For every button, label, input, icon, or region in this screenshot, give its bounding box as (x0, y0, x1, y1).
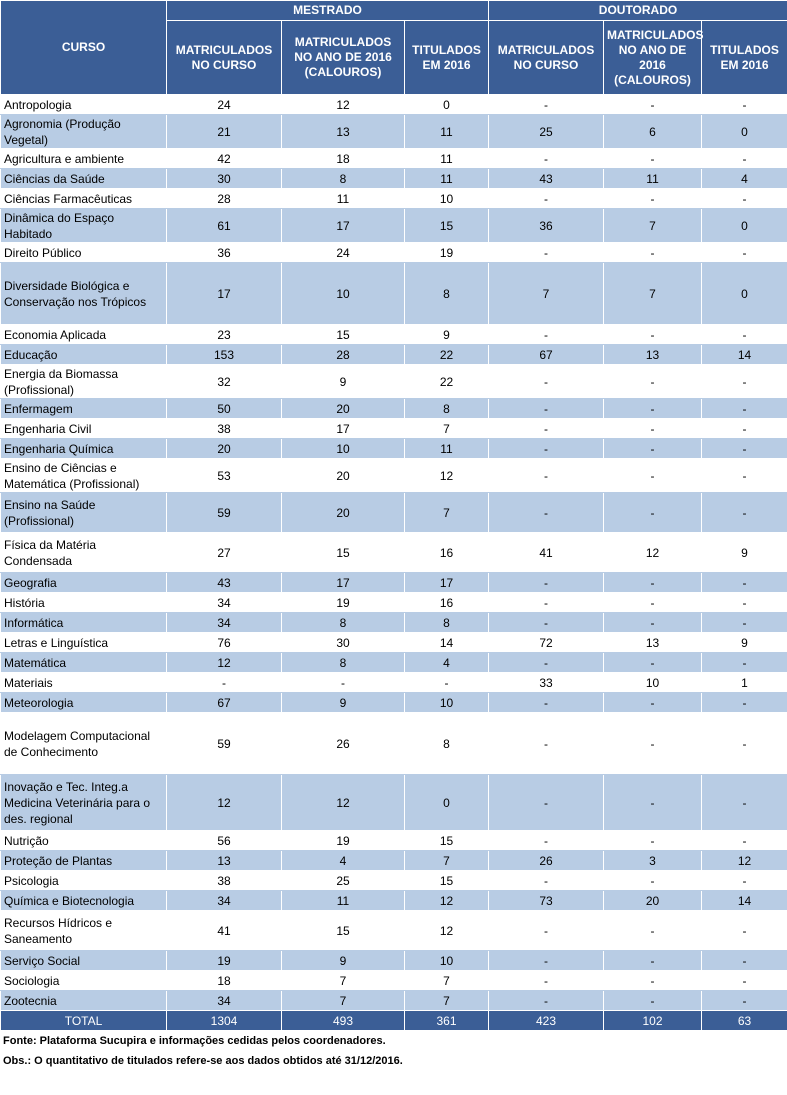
cell-value: 34 (167, 613, 282, 633)
table-row (1, 459, 787, 493)
cell-value: 17 (282, 573, 405, 593)
cell-value: 30 (282, 633, 405, 653)
cell-value: 20 (282, 493, 405, 533)
course-name: Ciências da Saúde (1, 169, 167, 189)
cell-value: 153 (167, 345, 282, 365)
cell-value: 9 (282, 951, 405, 971)
cell-value: - (702, 871, 787, 891)
table-row (1, 911, 787, 951)
cell-value: 13 (604, 345, 702, 365)
table-row (1, 831, 787, 851)
cell-value: 11 (282, 891, 405, 911)
cell-value: 10 (604, 673, 702, 693)
table-row (1, 633, 787, 653)
cell-value: 7 (405, 493, 489, 533)
cell-value: 34 (167, 991, 282, 1011)
total-label: TOTAL (1, 1011, 167, 1031)
cell-value: 15 (282, 533, 405, 573)
cell-value: 9 (702, 533, 787, 573)
header-curso: CURSO (1, 1, 167, 95)
cell-value: 9 (282, 693, 405, 713)
cell-value: - (702, 419, 787, 439)
cell-value: 28 (167, 189, 282, 209)
header-d-matriculados: MATRICULADOS NO CURSO (489, 21, 604, 95)
cell-value: - (604, 459, 702, 493)
cell-value: - (604, 653, 702, 673)
cell-value: - (702, 189, 787, 209)
cell-value: 12 (167, 653, 282, 673)
footer-note: Obs.: O quantitativo de titulados refere-se aos dados obtidos até 31/12/2016. (3, 1055, 403, 1067)
cell-value: 25 (282, 871, 405, 891)
cell-value: 16 (405, 533, 489, 573)
table-row (1, 169, 787, 189)
cell-value: 38 (167, 871, 282, 891)
header-d-calouros: MATRICULADOS NO ANO DE 2016 (CALOUROS) (604, 21, 702, 95)
course-name: Materiais (1, 673, 167, 693)
cell-value: 17 (282, 419, 405, 439)
cell-value: - (702, 459, 787, 493)
course-name: Agronomia (Produção Vegetal) (1, 115, 167, 149)
cell-value: 7 (405, 851, 489, 871)
header-m-matriculados: MATRICULADOS NO CURSO (167, 21, 282, 95)
cell-value: 21 (167, 115, 282, 149)
course-name: Modelagem Computacional de Conhecimento (1, 713, 167, 775)
cell-value: - (167, 673, 282, 693)
cell-value: 12 (405, 911, 489, 951)
cell-value: 11 (282, 189, 405, 209)
cell-value: - (489, 653, 604, 673)
course-name: Física da Matéria Condensada (1, 533, 167, 573)
cell-value: 34 (167, 593, 282, 613)
cell-value: - (702, 325, 787, 345)
cell-value: 7 (282, 991, 405, 1011)
cell-value: - (604, 613, 702, 633)
cell-value: - (702, 613, 787, 633)
cell-value: 15 (405, 871, 489, 891)
cell-value: 56 (167, 831, 282, 851)
cell-value: - (489, 831, 604, 851)
cell-value: 28 (282, 345, 405, 365)
course-name: Química e Biotecnologia (1, 891, 167, 911)
total-value: 361 (405, 1011, 489, 1031)
cell-value: 8 (405, 613, 489, 633)
cell-value: 11 (405, 149, 489, 169)
cell-value: - (702, 713, 787, 775)
course-name: Nutrição (1, 831, 167, 851)
cell-value: - (604, 493, 702, 533)
cell-value: 19 (405, 243, 489, 263)
course-name: Diversidade Biológica e Conservação nos Trópicos (1, 263, 167, 325)
table-row (1, 345, 787, 365)
cell-value: 4 (702, 169, 787, 189)
cell-value: - (489, 713, 604, 775)
course-name: Psicologia (1, 871, 167, 891)
cell-value: 8 (405, 399, 489, 419)
total-value: 1304 (167, 1011, 282, 1031)
course-name: Geografia (1, 573, 167, 593)
cell-value: - (489, 573, 604, 593)
cell-value: 73 (489, 891, 604, 911)
course-name: Ensino de Ciências e Matemática (Profissional) (1, 459, 167, 493)
cell-value: 59 (167, 493, 282, 533)
table-row (1, 365, 787, 399)
cell-value: 20 (282, 399, 405, 419)
cell-value: 8 (282, 613, 405, 633)
table-row (1, 189, 787, 209)
table-row (1, 991, 787, 1011)
cell-value: 8 (405, 713, 489, 775)
header-doutorado: DOUTORADO (489, 1, 787, 21)
cell-value: 36 (167, 243, 282, 263)
cell-value: 8 (405, 263, 489, 325)
cell-value: 0 (702, 263, 787, 325)
course-name: História (1, 593, 167, 613)
cell-value: 27 (167, 533, 282, 573)
cell-value: 38 (167, 419, 282, 439)
cell-value: - (489, 95, 604, 115)
cell-value: 76 (167, 633, 282, 653)
cell-value: - (489, 459, 604, 493)
cell-value: - (489, 951, 604, 971)
cell-value: - (702, 593, 787, 613)
cell-value: 22 (405, 345, 489, 365)
cell-value: 12 (282, 775, 405, 831)
cell-value: 10 (405, 693, 489, 713)
cell-value: 17 (282, 209, 405, 243)
course-name: Economia Aplicada (1, 325, 167, 345)
cell-value: - (604, 399, 702, 419)
table-row (1, 713, 787, 775)
cell-value: 22 (405, 365, 489, 399)
course-name: Inovação e Tec. Integ.a Medicina Veterinária para o des. regional (1, 775, 167, 831)
cell-value: 11 (405, 169, 489, 189)
course-name: Educação (1, 345, 167, 365)
cell-value: 17 (405, 573, 489, 593)
cell-value: 9 (282, 365, 405, 399)
cell-value: - (702, 573, 787, 593)
cell-value: - (604, 593, 702, 613)
course-name: Enfermagem (1, 399, 167, 419)
cell-value: - (405, 673, 489, 693)
cell-value: 12 (167, 775, 282, 831)
total-value: 63 (702, 1011, 787, 1031)
cell-value: 41 (489, 533, 604, 573)
cell-value: 10 (282, 263, 405, 325)
cell-value: 15 (282, 911, 405, 951)
cell-value: - (702, 693, 787, 713)
cell-value: 13 (167, 851, 282, 871)
table-row (1, 573, 787, 593)
table-row (1, 439, 787, 459)
cell-value: - (702, 243, 787, 263)
cell-value: 19 (282, 593, 405, 613)
footer-source: Fonte: Plataforma Sucupira e informações cedidas pelos coordenadores. (3, 1035, 386, 1047)
cell-value: 1 (702, 673, 787, 693)
header-m-calouros: MATRICULADOS NO ANO DE 2016 (CALOUROS) (282, 21, 405, 95)
cell-value: - (489, 871, 604, 891)
cell-value: - (604, 713, 702, 775)
total-value: 423 (489, 1011, 604, 1031)
cell-value: - (604, 871, 702, 891)
table-row (1, 95, 787, 115)
course-name: Dinâmica do Espaço Habitado (1, 209, 167, 243)
cell-value: 7 (604, 209, 702, 243)
table-row (1, 613, 787, 633)
cell-value: - (702, 951, 787, 971)
cell-value: 20 (167, 439, 282, 459)
table-row (1, 243, 787, 263)
cell-value: - (702, 991, 787, 1011)
total-value: 493 (282, 1011, 405, 1031)
cell-value: 9 (702, 633, 787, 653)
cell-value: - (604, 911, 702, 951)
cell-value: 16 (405, 593, 489, 613)
table-row (1, 533, 787, 573)
cell-value: 12 (604, 533, 702, 573)
cell-value: 3 (604, 851, 702, 871)
cell-value: - (489, 399, 604, 419)
cell-value: 0 (702, 115, 787, 149)
course-name: Recursos Hídricos e Saneamento (1, 911, 167, 951)
cell-value: 10 (405, 951, 489, 971)
cell-value: 17 (167, 263, 282, 325)
cell-value: 26 (489, 851, 604, 871)
cell-value: 72 (489, 633, 604, 653)
cell-value: 42 (167, 149, 282, 169)
table-row (1, 115, 787, 149)
cell-value: 25 (489, 115, 604, 149)
cell-value: - (604, 95, 702, 115)
cell-value: - (604, 991, 702, 1011)
cell-value: 67 (167, 693, 282, 713)
cell-value: 11 (405, 115, 489, 149)
cell-value: 8 (282, 653, 405, 673)
cell-value: - (489, 189, 604, 209)
cell-value: 43 (489, 169, 604, 189)
cell-value: 26 (282, 713, 405, 775)
cell-value: - (489, 439, 604, 459)
cell-value: 15 (405, 831, 489, 851)
cell-value: 14 (405, 633, 489, 653)
cell-value: - (702, 831, 787, 851)
table-row (1, 653, 787, 673)
course-name: Direito Público (1, 243, 167, 263)
cell-value: - (489, 325, 604, 345)
header-mestrado: MESTRADO (167, 1, 489, 21)
cell-value: 14 (702, 891, 787, 911)
cell-value: 7 (405, 971, 489, 991)
cell-value: 12 (702, 851, 787, 871)
cell-value: 36 (489, 209, 604, 243)
course-name: Letras e Linguística (1, 633, 167, 653)
cell-value: - (702, 493, 787, 533)
cell-value: 0 (702, 209, 787, 243)
cell-value: 8 (282, 169, 405, 189)
cell-value: 15 (282, 325, 405, 345)
cell-value: - (604, 951, 702, 971)
cell-value: 11 (405, 439, 489, 459)
course-name: Ensino na Saúde (Profissional) (1, 493, 167, 533)
cell-value: 50 (167, 399, 282, 419)
cell-value: - (489, 911, 604, 951)
cell-value: - (604, 439, 702, 459)
cell-value: - (702, 365, 787, 399)
table-row (1, 399, 787, 419)
table-row (1, 593, 787, 613)
cell-value: 10 (282, 439, 405, 459)
course-name: Engenharia Civil (1, 419, 167, 439)
course-name: Agricultura e ambiente (1, 149, 167, 169)
header-m-titulados: TITULADOS EM 2016 (405, 21, 489, 95)
cell-value: - (604, 149, 702, 169)
table-row (1, 775, 787, 831)
cell-value: - (489, 365, 604, 399)
cell-value: 12 (405, 459, 489, 493)
course-name: Serviço Social (1, 951, 167, 971)
cell-value: 4 (282, 851, 405, 871)
cell-value: 61 (167, 209, 282, 243)
total-value: 102 (604, 1011, 702, 1031)
cell-value: 7 (604, 263, 702, 325)
cell-value: - (604, 971, 702, 991)
cell-value: 7 (489, 263, 604, 325)
course-name: Sociologia (1, 971, 167, 991)
cell-value: 34 (167, 891, 282, 911)
course-name: Energia da Biomassa (Profissional) (1, 365, 167, 399)
cell-value: 11 (604, 169, 702, 189)
cell-value: 24 (282, 243, 405, 263)
cell-value: 0 (405, 775, 489, 831)
table-row (1, 149, 787, 169)
course-name: Informática (1, 613, 167, 633)
table-row (1, 419, 787, 439)
table-row (1, 951, 787, 971)
cell-value: 67 (489, 345, 604, 365)
cell-value: 12 (282, 95, 405, 115)
course-name: Matemática (1, 653, 167, 673)
cell-value: - (489, 775, 604, 831)
cell-value: 30 (167, 169, 282, 189)
total-row (1, 1011, 787, 1031)
cell-value: 59 (167, 713, 282, 775)
cell-value: - (702, 95, 787, 115)
cell-value: - (604, 365, 702, 399)
cell-value: - (702, 399, 787, 419)
cell-value: 33 (489, 673, 604, 693)
cell-value: 0 (405, 95, 489, 115)
cell-value: 32 (167, 365, 282, 399)
cell-value: 4 (405, 653, 489, 673)
cell-value: 10 (405, 189, 489, 209)
table-row (1, 891, 787, 911)
cell-value: 14 (702, 345, 787, 365)
cell-value: - (604, 325, 702, 345)
table-row (1, 325, 787, 345)
table-row (1, 493, 787, 533)
cell-value: 24 (167, 95, 282, 115)
course-name: Meteorologia (1, 693, 167, 713)
course-name: Engenharia Química (1, 439, 167, 459)
cell-value: 18 (282, 149, 405, 169)
table-row (1, 263, 787, 325)
cell-value: 7 (405, 991, 489, 1011)
cell-value: - (702, 775, 787, 831)
cell-value: 12 (405, 891, 489, 911)
cell-value: - (489, 243, 604, 263)
cell-value: - (604, 243, 702, 263)
cell-value: 7 (405, 419, 489, 439)
cell-value: 7 (282, 971, 405, 991)
header-d-titulados: TITULADOS EM 2016 (702, 21, 787, 95)
table-row (1, 971, 787, 991)
cell-value: 13 (604, 633, 702, 653)
cell-value: - (489, 149, 604, 169)
cell-value: 41 (167, 911, 282, 951)
cell-value: 23 (167, 325, 282, 345)
course-name: Proteção de Plantas (1, 851, 167, 871)
cell-value: 43 (167, 573, 282, 593)
cell-value: 53 (167, 459, 282, 493)
course-name: Antropologia (1, 95, 167, 115)
cell-value: - (489, 693, 604, 713)
cell-value: - (702, 439, 787, 459)
cell-value: 18 (167, 971, 282, 991)
cell-value: - (604, 419, 702, 439)
cell-value: 20 (604, 891, 702, 911)
cell-value: - (489, 593, 604, 613)
table-row (1, 851, 787, 871)
cell-value: - (282, 673, 405, 693)
cell-value: 19 (282, 831, 405, 851)
table-row (1, 673, 787, 693)
cell-value: - (702, 149, 787, 169)
cell-value: - (489, 991, 604, 1011)
cell-value: 9 (405, 325, 489, 345)
cell-value: - (702, 971, 787, 991)
table-row (1, 209, 787, 243)
table-row (1, 693, 787, 713)
cell-value: - (489, 613, 604, 633)
table-row (1, 871, 787, 891)
cell-value: - (702, 911, 787, 951)
cell-value: 13 (282, 115, 405, 149)
cell-value: 19 (167, 951, 282, 971)
table-body (1, 95, 787, 1011)
cell-value: 20 (282, 459, 405, 493)
course-name: Zootecnia (1, 991, 167, 1011)
cell-value: - (604, 775, 702, 831)
cell-value: - (489, 419, 604, 439)
course-name: Ciências Farmacêuticas (1, 189, 167, 209)
cell-value: - (702, 653, 787, 673)
cell-value: - (604, 189, 702, 209)
cell-value: 6 (604, 115, 702, 149)
cell-value: - (604, 693, 702, 713)
cell-value: - (489, 971, 604, 991)
cell-value: - (604, 573, 702, 593)
cell-value: - (489, 493, 604, 533)
cell-value: 15 (405, 209, 489, 243)
cell-value: - (604, 831, 702, 851)
